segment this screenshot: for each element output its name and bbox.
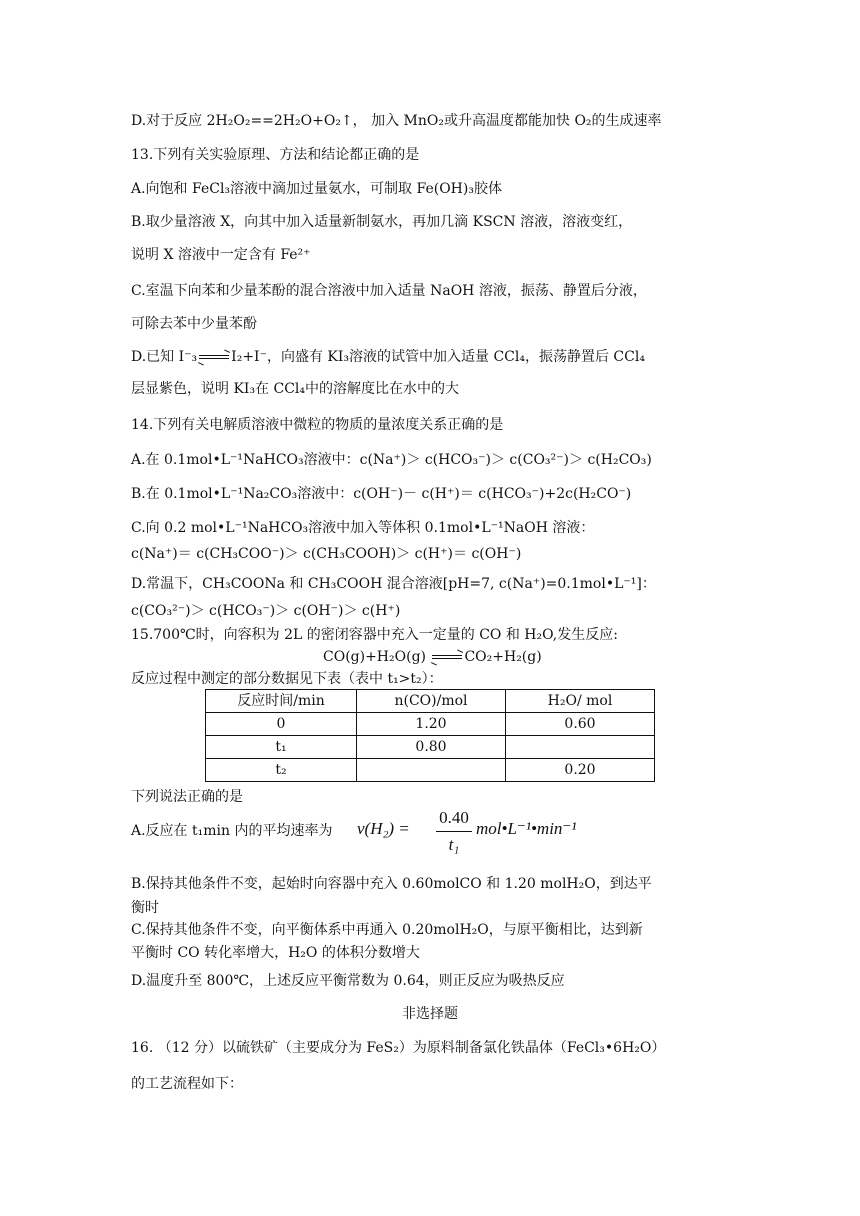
q14-option-d-line2: c(CO₃²⁻)＞ c(HCO₃⁻)＞ c(OH⁻)＞ c(H⁺) xyxy=(131,603,401,619)
q15-table-intro: 反应过程中测定的部分数据见下表（表中 t₁>t₂）： xyxy=(131,671,443,687)
q13-option-b-line1: B.取少量溶液 X，向其中加入适量新制氨水，再加几滴 KSCN 溶液，溶液变红， xyxy=(131,214,633,230)
q14-option-d-line1: D.常温下，CH₃COONa 和 CH₃COOH 混合溶液[pH=7, c(Na⁺)=0.1mol•L⁻¹]： xyxy=(131,576,656,592)
table-header: 反应时间/min xyxy=(206,690,357,713)
table-cell xyxy=(357,759,506,782)
rate-denominator: t₁ xyxy=(448,835,460,854)
fraction-bar xyxy=(436,831,472,832)
q14-option-c-line2: c(Na⁺)＝ c(CH₃COO⁻)＞ c(CH₃COOH)＞ c(H⁺)＝ c(OH⁻) xyxy=(131,546,522,562)
table-row xyxy=(206,736,655,759)
q15-stem: 15.700℃时，向容积为 2L 的密闭容器中充入一定量的 CO 和 H₂O,发生反应: xyxy=(131,627,618,643)
q16-stem-line1: 16. （12 分）以硫铁矿（主要成分为 FeS₂）为原料制备氯化铁晶体（FeCl₃•6H₂O） xyxy=(131,1040,666,1056)
q13d-text-a: D.已知 I⁻₃ xyxy=(131,349,198,365)
q13-stem: 13.下列有关实验原理、方法和结论都正确的是 xyxy=(131,147,420,163)
table-cell: t₁ xyxy=(206,736,357,759)
q13d-text-b: I₂+I⁻，向盛有 KI₃溶液的试管中加入适量 CCl₄，振荡静置后 CCl₄ xyxy=(231,349,645,365)
equilibrium-arrow-icon xyxy=(430,652,464,662)
q13-option-b-line2: 说明 X 溶液中一定含有 Fe²⁺ xyxy=(131,247,311,263)
q15-option-b-line1: B.保持其他条件不变，起始时向容器中充入 0.60molCO 和 1.20 molH₂O，到达平 xyxy=(131,876,652,892)
q15-eq-left: CO(g)+H₂O(g) xyxy=(323,649,426,665)
q14-option-c-line1: C.向 0.2 mol•L⁻¹NaHCO₃溶液中加入等体积 0.1mol•L⁻¹NaOH 溶液： xyxy=(131,520,595,536)
q14-stem: 14.下列有关电解质溶液中微粒的物质的量浓度关系正确的是 xyxy=(131,417,504,433)
q15-options-intro: 下列说法正确的是 xyxy=(131,789,243,805)
rate-lhs: v(H₂) = xyxy=(357,819,410,838)
q13-option-c-line1: C.室温下向苯和少量苯酚的混合溶液中加入适量 NaOH 溶液，振荡、静置后分液， xyxy=(131,283,647,299)
q15-option-c-line1: C.保持其他条件不变，向平衡体系中再通入 0.20molH₂O，与原平衡相比，达到新 xyxy=(131,922,643,938)
q13-option-d-line2: 层显紫色，说明 KI₃在 CCl₄中的溶解度比在水中的大 xyxy=(131,381,460,397)
q13-option-d-line1 xyxy=(131,347,645,367)
table-cell: t₂ xyxy=(206,759,357,782)
table-header: H₂O/ mol xyxy=(506,690,655,713)
q14-option-a: A.在 0.1mol•L⁻¹NaHCO₃溶液中：c(Na⁺)＞ c(HCO₃⁻)＞ c(CO₃²⁻)＞ c(H₂CO₃) xyxy=(131,452,652,468)
table-row xyxy=(206,713,655,736)
q15-eq-right: CO₂+H₂(g) xyxy=(464,649,542,665)
table-cell: 0.20 xyxy=(506,759,655,782)
q16-stem-line2: 的工艺流程如下： xyxy=(131,1076,243,1092)
equilibrium-arrow-icon xyxy=(197,352,231,362)
q15-equation xyxy=(323,647,542,667)
section-title: 非选择题 xyxy=(402,1006,458,1022)
rate-numerator: 0.40 xyxy=(439,808,469,827)
table-header-row xyxy=(206,690,655,713)
q14-option-b: B.在 0.1mol•L⁻¹Na₂CO₃溶液中：c(OH⁻)－ c(H⁺)＝ c(HCO₃⁻)+2c(H₂CO⁻) xyxy=(131,486,632,502)
data-table xyxy=(205,689,655,782)
q12-option-d: D.对于反应 2H₂O₂==2H₂O+O₂↑， 加入 MnO₂或升高温度都能加快 O₂的生成速率 xyxy=(131,113,662,129)
q15-option-c-line2: 平衡时 CO 转化率增大，H₂O 的体积分数增大 xyxy=(131,945,420,961)
q15-option-b-line2: 衡时 xyxy=(131,900,159,916)
q13-option-a: A.向饱和 FeCl₃溶液中滴加过量氨水，可制取 Fe(OH)₃胶体 xyxy=(131,181,502,197)
q15-option-d: D.温度升至 800℃，上述反应平衡常数为 0.64，则正反应为吸热反应 xyxy=(131,973,565,989)
q15-option-a: A.反应在 t₁min 内的平均速率为 xyxy=(131,823,333,839)
table-row xyxy=(206,759,655,782)
table-header: n(CO)/mol xyxy=(357,690,506,713)
table-cell: 0.80 xyxy=(357,736,506,759)
table-cell: 0.60 xyxy=(506,713,655,736)
table-cell: 0 xyxy=(206,713,357,736)
q13-option-c-line2: 可除去苯中少量苯酚 xyxy=(131,316,257,332)
rate-unit: mol•L⁻¹•min⁻¹ xyxy=(476,819,577,838)
table-cell: 1.20 xyxy=(357,713,506,736)
table-cell xyxy=(506,736,655,759)
